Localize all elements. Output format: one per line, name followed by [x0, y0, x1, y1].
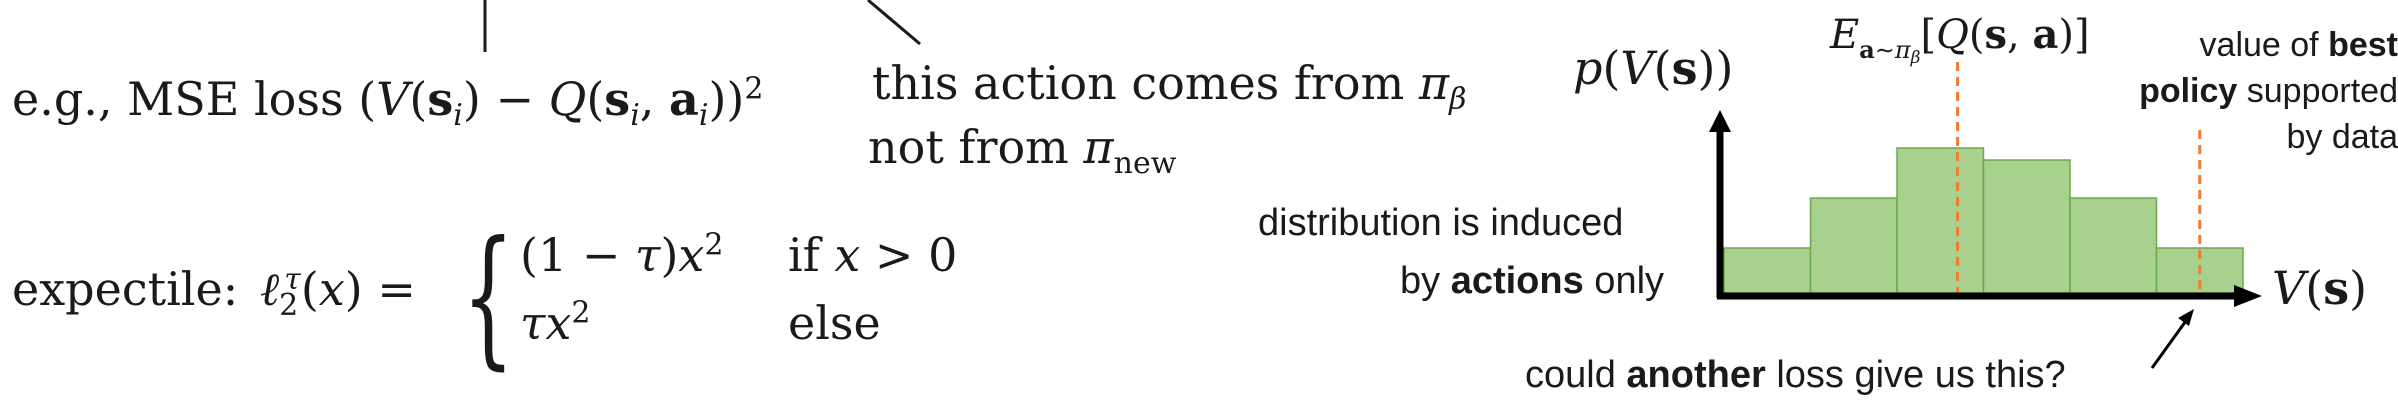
- histogram-bar: [1984, 160, 2071, 293]
- question-pointer-line: [2152, 318, 2188, 368]
- expectile-label-text: expectile:: [12, 262, 239, 316]
- expectile-lhs: ℓ$_2^\tau$(x) =: [260, 262, 416, 324]
- best-line2-bold: policy: [2139, 72, 2238, 110]
- expectile-case1-expr: $(1 - \tau)x^2$: [520, 228, 724, 283]
- action-annotation-line2: not from $\pi_{new}$: [868, 120, 1177, 182]
- distribution-line2-bold: actions: [1450, 260, 1584, 302]
- best-line1-bold: best: [2328, 26, 2398, 64]
- distribution-line1-text: distribution is induced: [1258, 202, 1624, 244]
- x-axis-label: V(s): [2272, 261, 2368, 315]
- mean-marker-label: $E_a\sim\pi\beta[Q(s$, a)]: [1830, 11, 2090, 68]
- expectile-case1-cond: if x > 0: [788, 228, 958, 282]
- mse-eg: e.g., MSE loss ($V(s_i) - Q(s_i$, $a_i))^2$: [12, 72, 764, 134]
- expectile-brace: {: [462, 210, 515, 384]
- question-pre: could: [1525, 354, 1627, 396]
- histogram-bar: [1811, 198, 1898, 293]
- histogram-bar: [2070, 198, 2157, 293]
- question-bold: another: [1626, 354, 1766, 396]
- best-line2-post: supported: [2237, 72, 2398, 110]
- histogram-bars: [1724, 148, 2243, 293]
- y-axis-arrowhead: [1709, 110, 1731, 132]
- question-post: loss give us this?: [1765, 354, 2066, 396]
- distribution-line2-pre: by: [1400, 260, 1451, 302]
- best-line3-text: by data: [2286, 118, 2398, 156]
- question-pointer-arrowhead: [2178, 309, 2194, 326]
- distribution-line2-post: only: [1583, 260, 1665, 302]
- action-annotation-line1: this action comes from $\pi_\beta$: [872, 56, 1467, 118]
- case2-cond-text: else: [788, 296, 881, 350]
- histogram-bar: [1724, 248, 1811, 293]
- x-axis-arrowhead: [2234, 285, 2262, 307]
- best-line1-pre: value of: [2199, 26, 2329, 64]
- expectile-case2-expr: $\tau x^2$: [520, 296, 591, 351]
- histogram-bar: [1897, 148, 1984, 293]
- y-axis-label: p(V(s)): [1573, 41, 1734, 95]
